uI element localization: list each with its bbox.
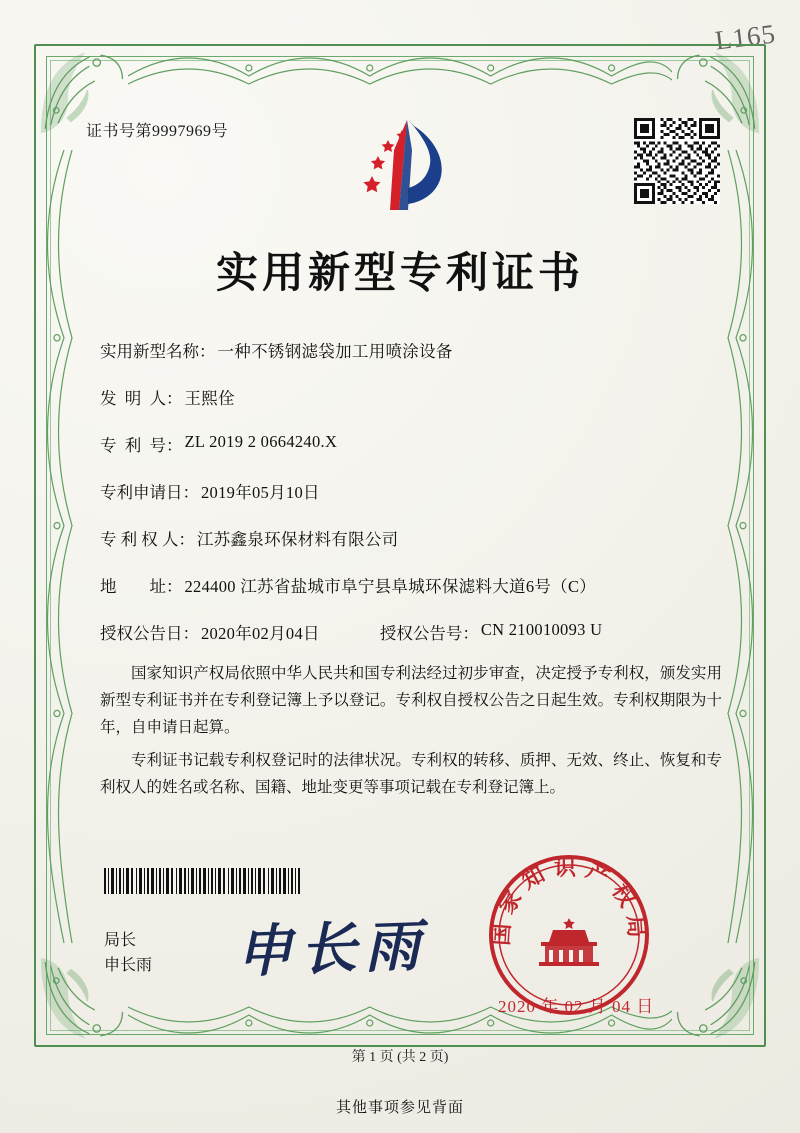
field-row-name	[100, 338, 720, 362]
field-label-grant-date: 授权公告日：	[100, 624, 199, 643]
field-row-grant	[100, 620, 720, 644]
corner-ornament-bottom-right	[672, 953, 764, 1045]
field-value-grant-date: 2020年02月04日	[201, 624, 320, 643]
field-value-patentee: 江苏鑫泉环保材料有限公司	[196, 530, 399, 549]
field-value-application-date: 2019年05月10日	[201, 483, 320, 502]
cnipa-logo-icon	[350, 110, 460, 220]
signoff-block	[104, 928, 152, 978]
legal-paragraph-1: 国家知识产权局依照中华人民共和国专利法经过初步审查，决定授予专利权，颁发实用新型专利证书并在专利登记簿上予以登记。专利权自授权公告之日起生效。专利权期限为十年，自申请日起算。	[100, 665, 722, 736]
legal-body-text	[100, 660, 722, 807]
field-row-address	[100, 573, 720, 597]
field-value-address: 224400 江苏省盐城市阜宁县阜城环保滤料大道6号（C）	[184, 577, 597, 596]
page-title: 实用新型专利证书	[215, 251, 584, 297]
field-row-patentee	[100, 526, 720, 550]
legal-paragraph-2: 专利证书记载专利权登记时的法律状况。专利权的转移、质押、无效、终止、恢复和专利权人的姓名或名称、国籍、地址变更等事项记载在专利登记簿上。	[100, 752, 722, 796]
field-label-application-date: 专利申请日：	[100, 483, 199, 502]
field-label-name: 实用新型名称：	[100, 342, 216, 361]
svg-text:国家知识产权局: 国家知识产权局	[488, 855, 650, 947]
qr-code	[634, 118, 720, 204]
barcode	[104, 868, 300, 894]
field-row-patent-number	[100, 432, 720, 456]
director-signature: 申长雨	[235, 915, 430, 985]
field-label-grant-number: 授权公告号：	[379, 624, 479, 643]
field-row-application-date	[100, 479, 720, 503]
field-value-inventor: 王熙佺	[184, 389, 235, 408]
signoff-title: 局长	[104, 932, 137, 949]
footnote: 其他事项参见背面	[335, 1100, 464, 1116]
field-label-patent-number: 专 利 号：	[100, 436, 183, 455]
field-label-patentee: 专 利 权 人：	[100, 530, 195, 549]
field-label-address: 地 址：	[100, 577, 183, 596]
pencil-annotation: L165	[713, 18, 778, 56]
seal-date: 2020 年 02 月 04 日	[498, 997, 655, 1016]
field-row-inventor	[100, 385, 720, 409]
certificate-number: 证书号第9997969号	[86, 123, 229, 140]
signoff-name: 申长雨	[104, 957, 153, 974]
edge-ornament-top	[128, 46, 672, 92]
field-label-inventor: 发 明 人：	[100, 389, 183, 408]
field-list	[100, 338, 720, 667]
field-value-name: 一种不锈钢滤袋加工用喷涂设备	[217, 342, 453, 361]
field-value-patent-number: ZL 2019 2 0664240.X	[184, 432, 338, 451]
field-value-grant-number: CN 210010093 U	[480, 620, 603, 639]
page-number: 第 1 页 (共 2 页)	[351, 1050, 449, 1065]
